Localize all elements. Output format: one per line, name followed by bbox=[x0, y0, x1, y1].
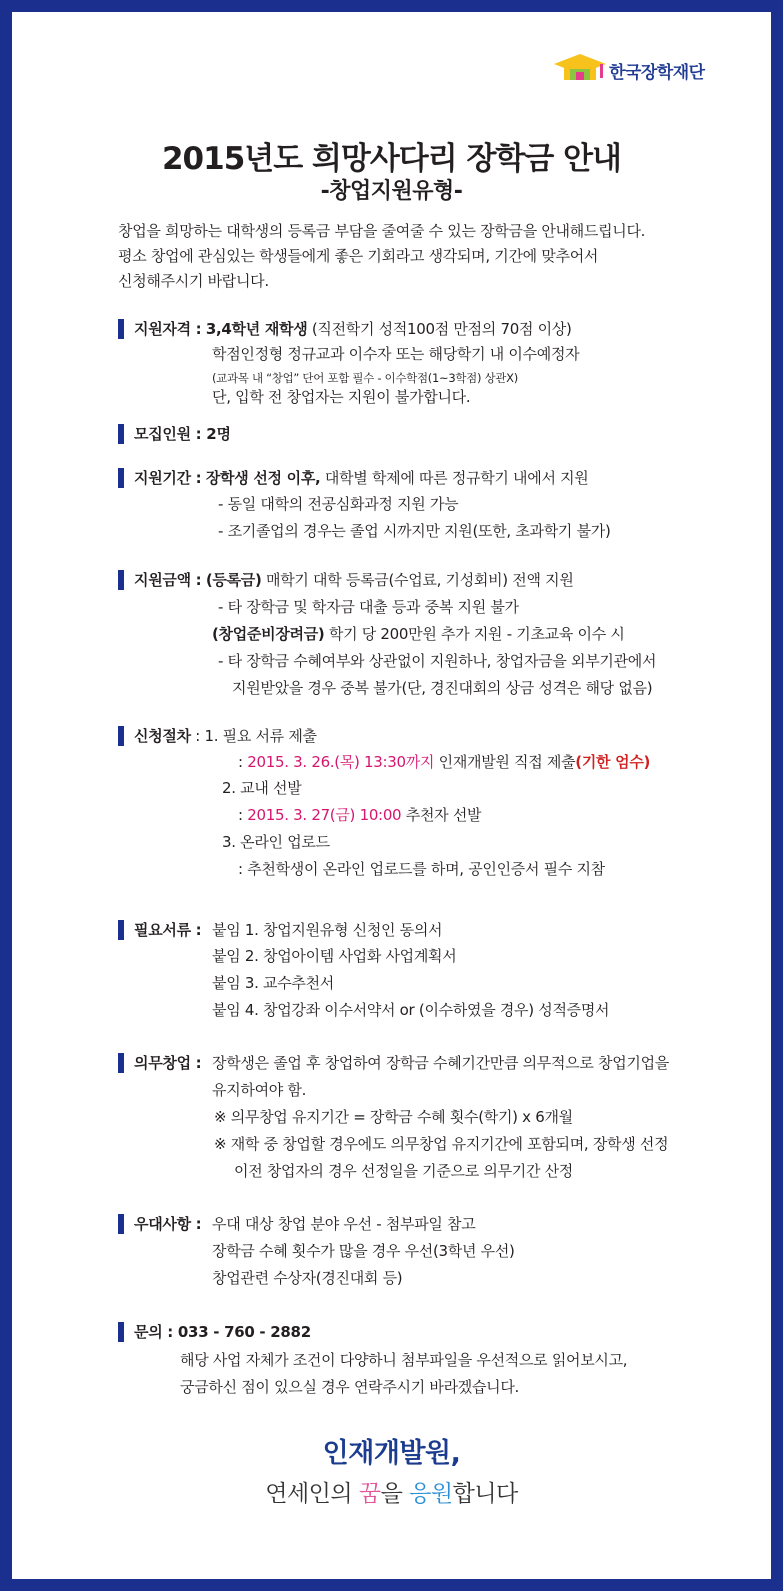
amount-line1 bbox=[134, 570, 574, 590]
obligation-note1: ※ 의무창업 유지기간 = 장학금 수혜 횟수(학기) x 6개월 bbox=[214, 1108, 573, 1126]
preference-item: 우대 대상 창업 분야 우선 - 첨부파일 참고 bbox=[212, 1215, 476, 1233]
slogan-dream: 꿈 bbox=[358, 1481, 381, 1507]
tuition-label: (등록금) bbox=[205, 571, 262, 589]
step2-rest: 추천자 선발 bbox=[401, 806, 482, 824]
closing-org: 인재개발원, bbox=[322, 1438, 461, 1469]
eligibility-line3: (교과목 내 “창업” 단어 포함 필수 - 이수학점(1~3학점) 상관X) bbox=[212, 371, 518, 385]
amount-line3 bbox=[212, 624, 625, 644]
slogan-support: 응원 bbox=[409, 1481, 453, 1507]
preference-item: 창업관련 수상자(경진대회 등) bbox=[212, 1269, 403, 1287]
slogan-part: 합니다 bbox=[452, 1481, 518, 1507]
section-marker bbox=[118, 1322, 124, 1342]
procedure-step1-detail bbox=[238, 752, 650, 772]
obligation-line2: 유지하여야 함. bbox=[212, 1081, 307, 1099]
section-marker bbox=[118, 468, 124, 488]
period-rest: 대학별 학제에 따른 정규학기 내에서 지원 bbox=[320, 469, 589, 487]
page-subtitle: -창업지원유형- bbox=[320, 179, 463, 204]
section-marker bbox=[118, 570, 124, 590]
amount-label: 지원금액 : bbox=[134, 571, 202, 589]
section-marker bbox=[118, 1053, 124, 1073]
obligation-line1: 장학생은 졸업 후 창업하여 장학금 수혜기간만큼 의무적으로 창업기업을 bbox=[212, 1054, 669, 1072]
section-marker bbox=[118, 726, 124, 746]
step1-prefix: : bbox=[238, 753, 248, 771]
intro-line: 평소 창업에 관심있는 학생들에게 좋은 기회라고 생각되며, 기간에 맞추어서 bbox=[118, 247, 599, 265]
section-marker bbox=[118, 1214, 124, 1234]
step2-prefix: : bbox=[238, 806, 248, 824]
procedure-step3-detail: : 추천학생이 온라인 업로드를 하며, 공인인증서 필수 지참 bbox=[238, 860, 605, 878]
section-marker bbox=[118, 424, 124, 444]
slogan-part: 을 bbox=[380, 1481, 410, 1507]
period-line2: - 동일 대학의 전공심화과정 지원 가능 bbox=[218, 495, 459, 513]
startup-grant-detail: 학기 당 200만원 추가 지원 - 기초교육 이수 시 bbox=[324, 625, 625, 643]
step1-strict: (기한 엄수) bbox=[575, 753, 651, 771]
contact-phone: 문의 : 033 - 760 - 2882 bbox=[134, 1323, 311, 1341]
tuition-detail: 매학기 대학 등록금(수업료, 기성회비) 전액 지원 bbox=[261, 571, 574, 589]
section-marker bbox=[118, 920, 124, 940]
startup-grant-label: (창업준비장려금) bbox=[212, 625, 325, 643]
document-item: 붙임 1. 창업지원유형 신청인 동의서 bbox=[212, 921, 443, 939]
amount-line4: - 타 장학금 수혜여부와 상관없이 지원하나, 창업자금을 외부기관에서 bbox=[218, 652, 657, 670]
step2-date: 2015. 3. 27(금) 10:00 bbox=[247, 806, 402, 824]
procedure-step2-detail bbox=[238, 805, 481, 825]
contact-line3: 궁금하신 점이 있으실 경우 연락주시기 바라겠습니다. bbox=[180, 1378, 519, 1396]
step1-deadline: 2015. 3. 26.(목) 13:30까지 bbox=[247, 753, 435, 771]
period-line1 bbox=[134, 468, 588, 488]
period-label: 지원기간 : bbox=[134, 469, 202, 487]
document-item: 붙임 4. 창업강좌 이수서약서 or (이수하였을 경우) 성적증명서 bbox=[212, 1001, 610, 1019]
contact-line2: 해당 사업 자체가 조건이 다양하니 첨부파일을 우선적으로 읽어보시고, bbox=[180, 1351, 628, 1369]
closing-slogan bbox=[0, 1475, 783, 1508]
slogan-part: 연세인의 bbox=[265, 1481, 359, 1507]
document-item: 붙임 2. 창업아이템 사업화 사업계획서 bbox=[212, 947, 457, 965]
obligation-note2: ※ 재학 중 창업할 경우에도 의무창업 유지기간에 포함되며, 장학생 선정 bbox=[214, 1135, 669, 1153]
amount-line2: - 타 장학금 및 학자금 대출 등과 중복 지원 불가 bbox=[218, 598, 519, 616]
eligibility-line1 bbox=[134, 319, 572, 339]
documents-label: 필요서류 : bbox=[134, 921, 202, 939]
procedure-step2: 2. 교내 선발 bbox=[222, 779, 302, 797]
obligation-label: 의무창업 : bbox=[134, 1054, 202, 1072]
eligibility-target: 3,4학년 재학생 bbox=[205, 320, 308, 338]
preference-item: 장학금 수혜 횟수가 많을 경우 우선(3학년 우선) bbox=[212, 1242, 515, 1260]
intro-line: 신청해주시기 바랍니다. bbox=[118, 272, 269, 290]
intro-line: 창업을 희망하는 대학생의 등록금 부담을 줄여줄 수 있는 장학금을 안내해드립니다. bbox=[118, 222, 646, 240]
eligibility-line2: 학점인정형 정규교과 이수자 또는 해당학기 내 이수예정자 bbox=[212, 345, 580, 363]
section-marker bbox=[118, 319, 124, 339]
eligibility-condition: (직전학기 성적100점 만점의 70점 이상) bbox=[307, 320, 572, 338]
recruit-count: 모집인원 : 2명 bbox=[134, 425, 231, 443]
procedure-step3: 3. 온라인 업로드 bbox=[222, 833, 330, 851]
org-name: 한국장학재단 bbox=[609, 63, 705, 83]
eligibility-line4: 단, 입학 전 창업자는 지원이 불가합니다. bbox=[212, 388, 471, 406]
procedure-step1: : 1. 필요 서류 제출 bbox=[195, 727, 317, 745]
document-item: 붙임 3. 교수추천서 bbox=[212, 974, 334, 992]
procedure-label: 신청절차 bbox=[134, 727, 191, 745]
period-start: 장학생 선정 이후, bbox=[205, 469, 321, 487]
eligibility-label: 지원자격 : bbox=[134, 320, 202, 338]
preference-label: 우대사항 : bbox=[134, 1215, 202, 1233]
intro-paragraph bbox=[118, 219, 678, 294]
obligation-note2-cont: 이전 창업자의 경우 선정일을 기준으로 의무기간 산정 bbox=[234, 1162, 573, 1180]
procedure-line1 bbox=[134, 726, 317, 746]
page-title: 2015년도 희망사다리 장학금 안내 bbox=[161, 141, 621, 177]
step1-rest: 인재개발원 직접 제출 bbox=[434, 753, 576, 771]
period-line3: - 조기졸업의 경우는 졸업 시까지만 지원(또한, 초과학기 불가) bbox=[218, 522, 611, 540]
amount-line5: 지원받았을 경우 중복 불가(단, 경진대회의 상금 성격은 해당 없음) bbox=[232, 679, 653, 697]
